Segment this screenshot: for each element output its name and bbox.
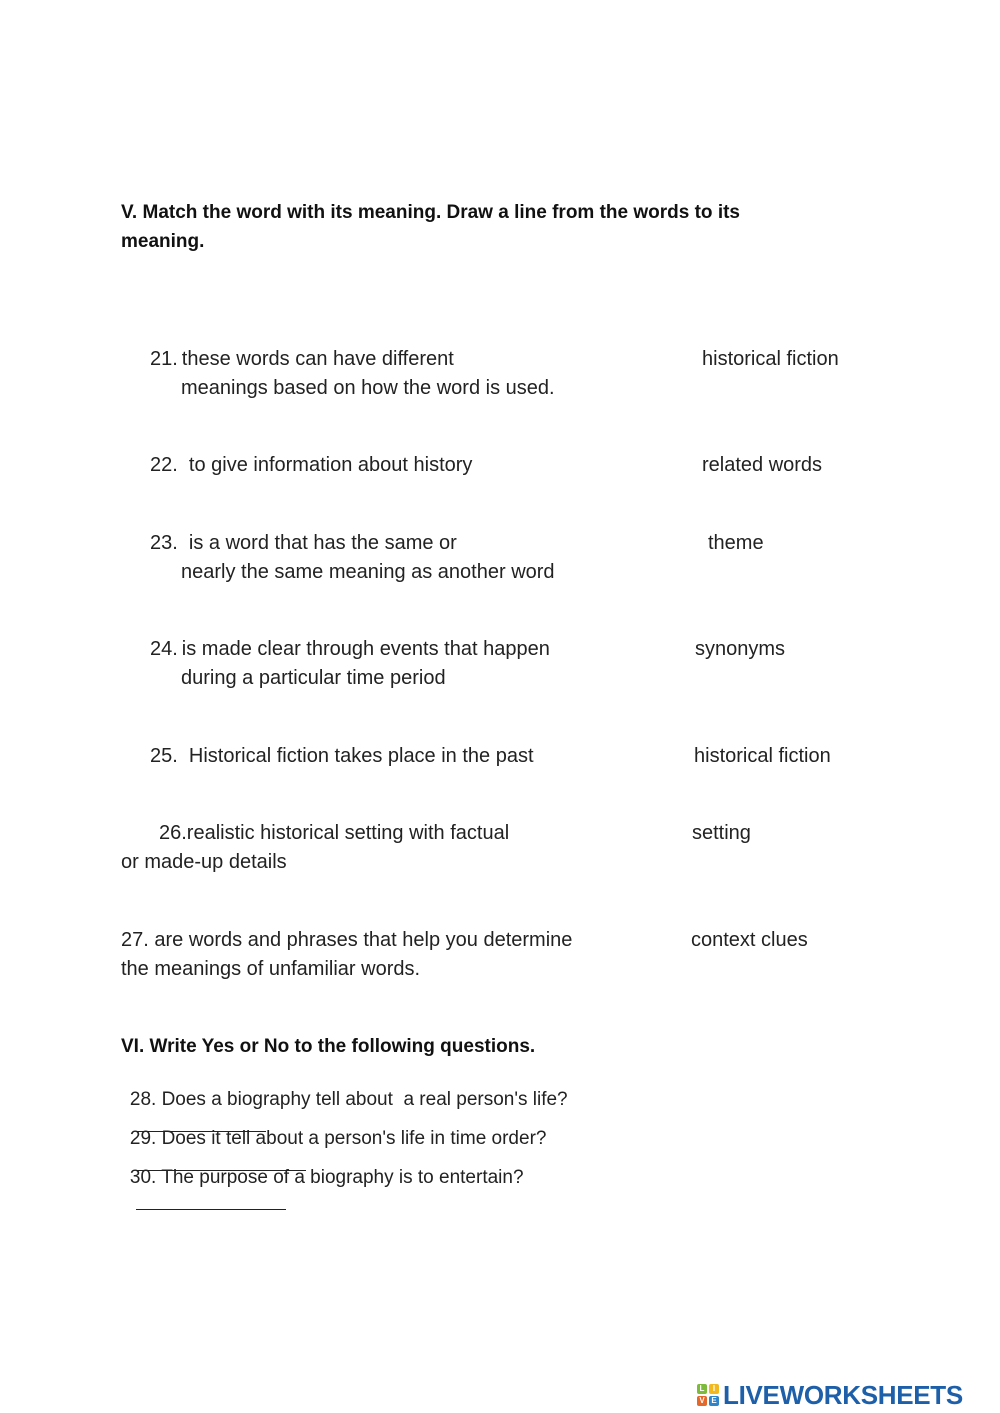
section-5-heading-line-1: V. Match the word with its meaning. Draw a line from the words to its <box>121 202 740 223</box>
definition-line-1: 24. is made clear through events that happen <box>150 638 550 660</box>
logo-tile: L <box>697 1384 707 1394</box>
question-text: 28. Does a biography tell about a real person's life? <box>129 1089 568 1110</box>
match-term[interactable]: setting <box>692 822 751 844</box>
definition-line-2: nearly the same meaning as another word <box>181 561 555 583</box>
definition-line-2: meanings based on how the word is used. <box>181 377 555 399</box>
definition-line-1: 27. are words and phrases that help you determine <box>121 929 573 951</box>
logo-tile: E <box>709 1396 719 1406</box>
answer-blank[interactable] <box>136 1189 286 1210</box>
definition-line-2: or made-up details <box>121 851 287 873</box>
definition-line-1: 25. Historical fiction takes place in the past <box>150 745 534 767</box>
definition-line-1: 23. is a word that has the same or <box>150 532 457 554</box>
definition-line-1: 26.realistic historical setting with factual <box>159 822 510 844</box>
question-text: 29. Does it tell about a person's life in time order? <box>129 1128 547 1149</box>
definition-line-2: during a particular time period <box>181 667 446 689</box>
match-term[interactable]: theme <box>708 532 764 554</box>
logo-tile: V <box>697 1396 707 1406</box>
match-term[interactable]: context clues <box>691 929 808 951</box>
match-term[interactable]: related words <box>702 454 823 476</box>
logo-tile: I <box>709 1384 719 1394</box>
section-6-heading: VI. Write Yes or No to the following questions. <box>121 1036 536 1057</box>
match-term[interactable]: historical fiction <box>694 745 831 767</box>
match-term[interactable]: historical fiction <box>702 348 839 370</box>
definition-line-2: the meanings of unfamiliar words. <box>121 958 421 980</box>
definition-line-1: 21. these words can have different <box>150 348 454 370</box>
match-term[interactable]: synonyms <box>695 638 786 660</box>
section-5-heading-line-2: meaning. <box>121 231 205 252</box>
liveworksheets-logo <box>697 1378 963 1412</box>
logo-text: LIVEWORKSHEETS <box>723 1379 963 1410</box>
definition-line-1: 22. to give information about history <box>150 454 473 476</box>
question-30 <box>121 1149 524 1215</box>
liveworksheets-logo-icon <box>697 1384 719 1406</box>
question-text: 30. The purpose of a biography is to entertain? <box>129 1167 524 1188</box>
